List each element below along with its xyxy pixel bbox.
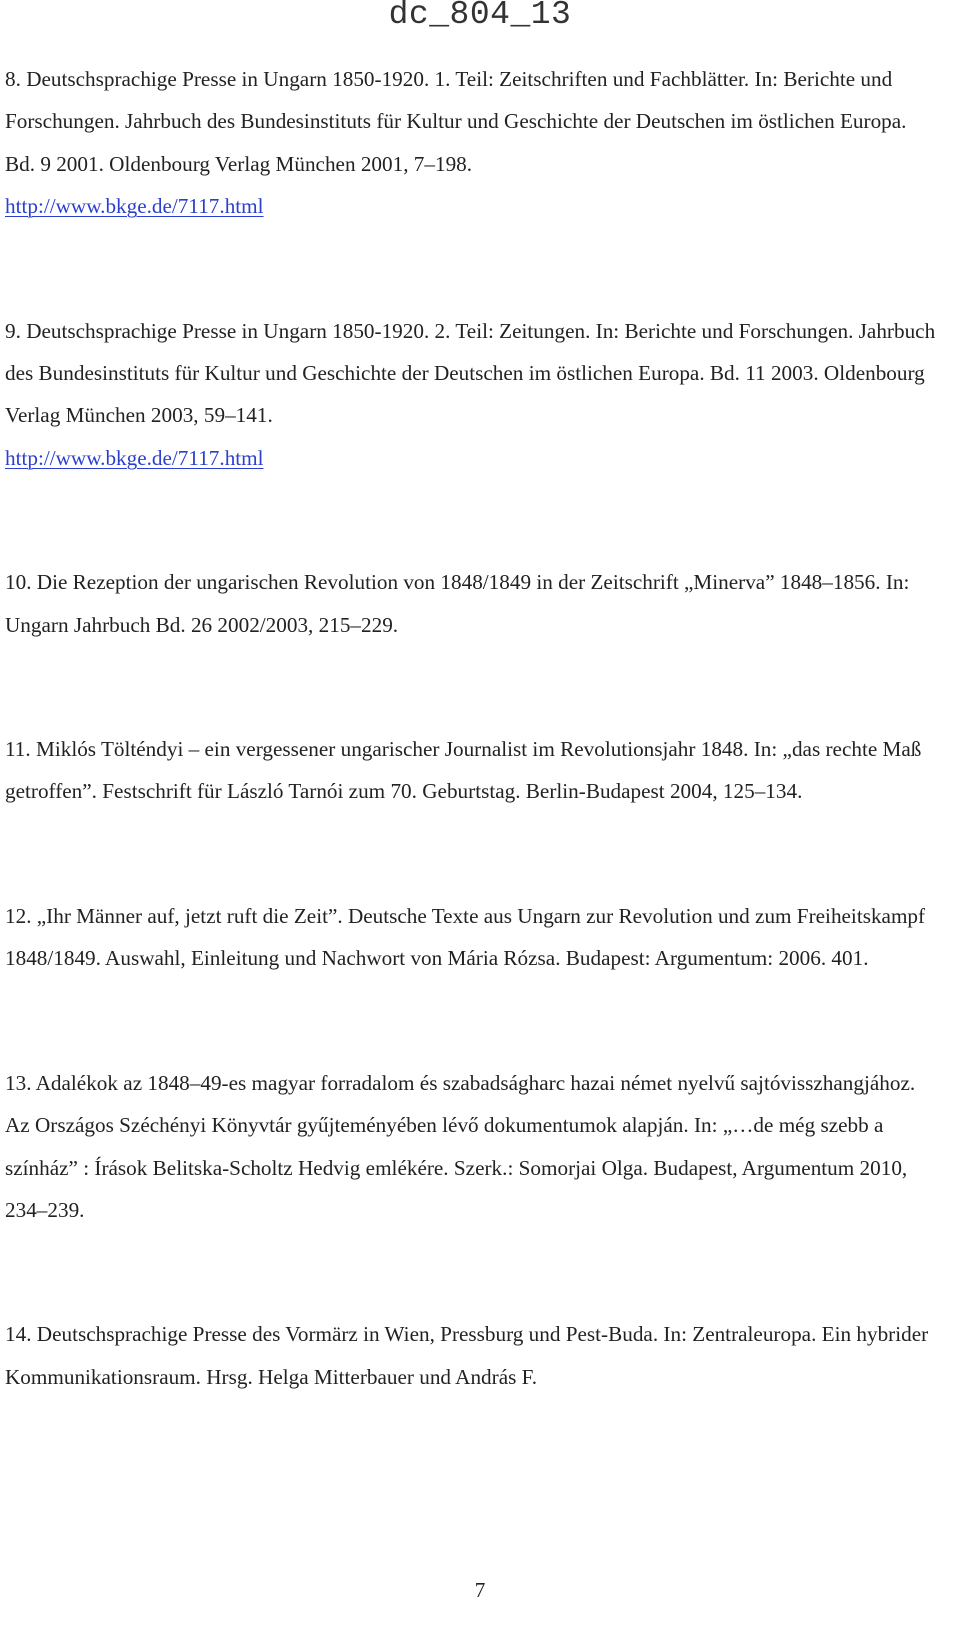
entry-text: Deutschsprachige Presse in Ungarn 1850-1920. 2. Teil: Zeitungen. In: Berichte und Forschungen. Jahrbuch des Bundesinstituts für Kultur und Geschichte der Deutschen im östlichen Europa. Bd. 11 2003. Oldenbourg Verlag München 2003, 59–141. [5,318,936,428]
entry-number: 12. [5,903,32,928]
entry-number: 10. [5,570,32,595]
page-number: 7 [474,1578,486,1602]
entry-number: 14. [5,1322,32,1347]
entry-link[interactable]: http://www.bkge.de/7117.html [5,445,264,470]
bibliography-entry-9 [5,310,940,480]
entry-text: „Ihr Männer auf, jetzt ruft die Zeit”. Deutsche Texte aus Ungarn zur Revolution und zum Freiheitskampf 1848/1849. Auswahl, Einleitung und Nachwort von Mária Rózsa. Budapest: Argumentum: 2006. 401. [5,903,926,971]
bibliography-entry-11 [5,728,940,813]
entry-number: 9. [5,318,21,343]
entry-text: Die Rezeption der ungarischen Revolution von 1848/1849 in der Zeitschrift „Minerva” 1848–1856. In: Ungarn Jahrbuch Bd. 26 2002/2003, 215–229. [5,570,910,637]
entry-link[interactable]: http://www.bkge.de/7117.html [5,194,264,219]
document-id: dc_804_13 [388,0,572,33]
bibliography-entry-12 [5,895,940,980]
entry-number: 8. [5,67,21,91]
bibliography-entry-10 [5,561,940,646]
entry-text: Miklós Tölténdyi – ein vergessener ungarischer Journalist im Revolutionsjahr 1848. In: „das rechte Maß getroffen”. Festschrift für László Tarnói zum 70. Geburtstag. Berlin-Budapest 2004, 125–134. [5,737,922,804]
entry-text: Deutschsprachige Presse des Vormärz in Wien, Pressburg und Pest-Buda. In: Zentraleuropa. Ein hybrider Kommunikationsraum. Hrsg. Helga Mitterbauer und András F. [5,1322,929,1389]
entry-text: Deutschsprachige Presse in Ungarn 1850-1920. 1. Teil: Zeitschriften und Fachblätter. In: Berichte und Forschungen. Jahrbuch des Bundesinstituts für Kultur und Geschichte der Deutschen im östlichen Europa. Bd. 9 2001. Oldenbourg Verlag München 2001, 7–198. [5,67,907,176]
bibliography-entry-14 [5,1313,940,1398]
entry-text: Adalékok az 1848–49-es magyar forradalom és szabadságharc hazai német nyelvű sajtóvisszhangjához. Az Országos Széchényi Könyvtár gyűjteményében lévő dokumentumok alapján. In: „…de még szebb a színház” : Írások Belitska-Scholtz Hedvig emlékére. Szerk.: Somorjai Olga. Budapest, Argumentum 2010, 234–239. [5,1070,916,1222]
bibliography-list [5,58,940,1480]
entry-number: 13. [5,1070,32,1095]
bibliography-entry-13 [5,1062,940,1232]
entry-number: 11. [5,737,31,762]
bibliography-entry-8 [5,58,940,228]
